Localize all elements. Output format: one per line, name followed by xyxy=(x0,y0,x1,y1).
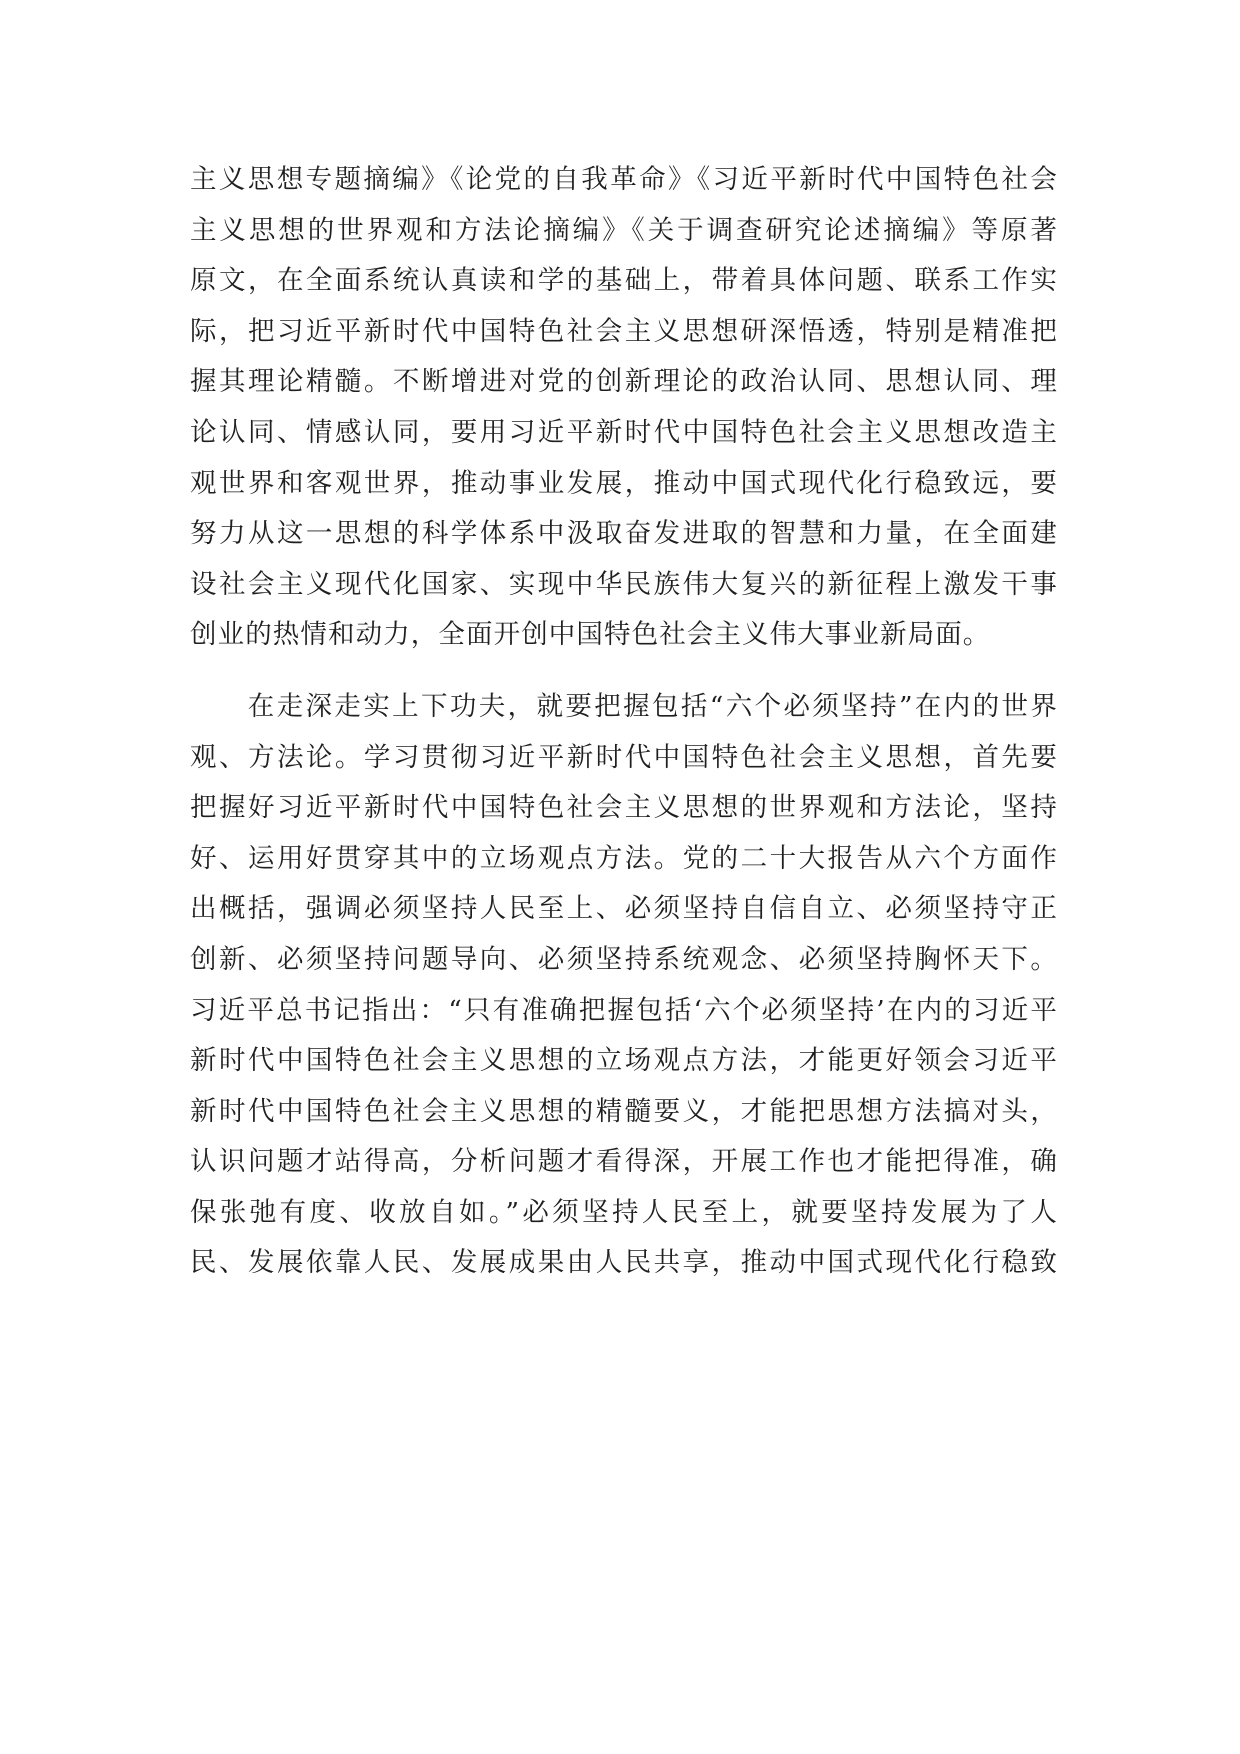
text-line: 保张弛有度、收放自如。”必须坚持人民至上，就要坚持发展为了人 xyxy=(190,1196,1058,1228)
text-line: 握其理论精髓。不断增进对党的创新理论的政治认同、思想认同、理 xyxy=(190,366,1058,398)
text-line: 观、方法论。学习贯彻习近平新时代中国特色社会主义思想，首先要 xyxy=(190,741,1058,773)
text-line: 把握好习近平新时代中国特色社会主义思想的世界观和方法论，坚持 xyxy=(190,792,1058,824)
text-line: 创新、必须坚持问题导向、必须坚持系统观念、必须坚持胸怀天下。 xyxy=(190,943,1058,975)
text-line: 设社会主义现代化国家、实现中华民族伟大复兴的新征程上激发干事 xyxy=(190,568,1058,600)
text-line: 好、运用好贯穿其中的立场观点方法。党的二十大报告从六个方面作 xyxy=(190,842,1058,874)
text-line: 民、发展依靠人民、发展成果由人民共享，推动中国式现代化行稳致 xyxy=(190,1247,1058,1279)
text-line: 在走深走实上下功夫，就要把握包括“六个必须坚持”在内的世界 xyxy=(190,690,1058,722)
text-line: 出概括，强调必须坚持人民至上、必须坚持自信自立、必须坚持守正 xyxy=(190,893,1058,925)
text-line: 际，把习近平新时代中国特色社会主义思想研深悟透，特别是精准把 xyxy=(190,315,1058,347)
text-line: 新时代中国特色社会主义思想的精髓要义，才能把思想方法搞对头， xyxy=(190,1095,1058,1127)
text-line: 习近平总书记指出：“只有准确把握包括‘六个必须坚持’在内的习近平 xyxy=(190,994,1058,1026)
text-line: 论认同、情感认同，要用习近平新时代中国特色社会主义思想改造主 xyxy=(190,416,1058,448)
paragraph-spacing xyxy=(190,661,1058,682)
text-line: 认识问题才站得高，分析问题才看得深，开展工作也才能把得准，确 xyxy=(190,1146,1058,1178)
text-line: 主义思想专题摘编》《论党的自我革命》《习近平新时代中国特色社会 xyxy=(190,164,1058,195)
text-line: 新时代中国特色社会主义思想的立场观点方法，才能更好领会习近平 xyxy=(190,1045,1058,1077)
paragraph-2 xyxy=(190,682,1058,1289)
text-line: 观世界和客观世界，推动事业发展，推动中国式现代化行稳致远，要 xyxy=(190,467,1058,499)
text-line: 努力从这一思想的科学体系中汲取奋发进取的智慧和力量，在全面建 xyxy=(190,518,1058,550)
document-body xyxy=(190,155,1058,1289)
paragraph-1 xyxy=(190,155,1058,661)
text-line: 原文，在全面系统认真读和学的基础上，带着具体问题、联系工作实 xyxy=(190,265,1058,297)
text-line: 创业的热情和动力，全面开创中国特色社会主义伟大事业新局面。 xyxy=(190,619,991,651)
text-line: 主义思想的世界观和方法论摘编》《关于调查研究论述摘编》等原著 xyxy=(190,214,1058,246)
